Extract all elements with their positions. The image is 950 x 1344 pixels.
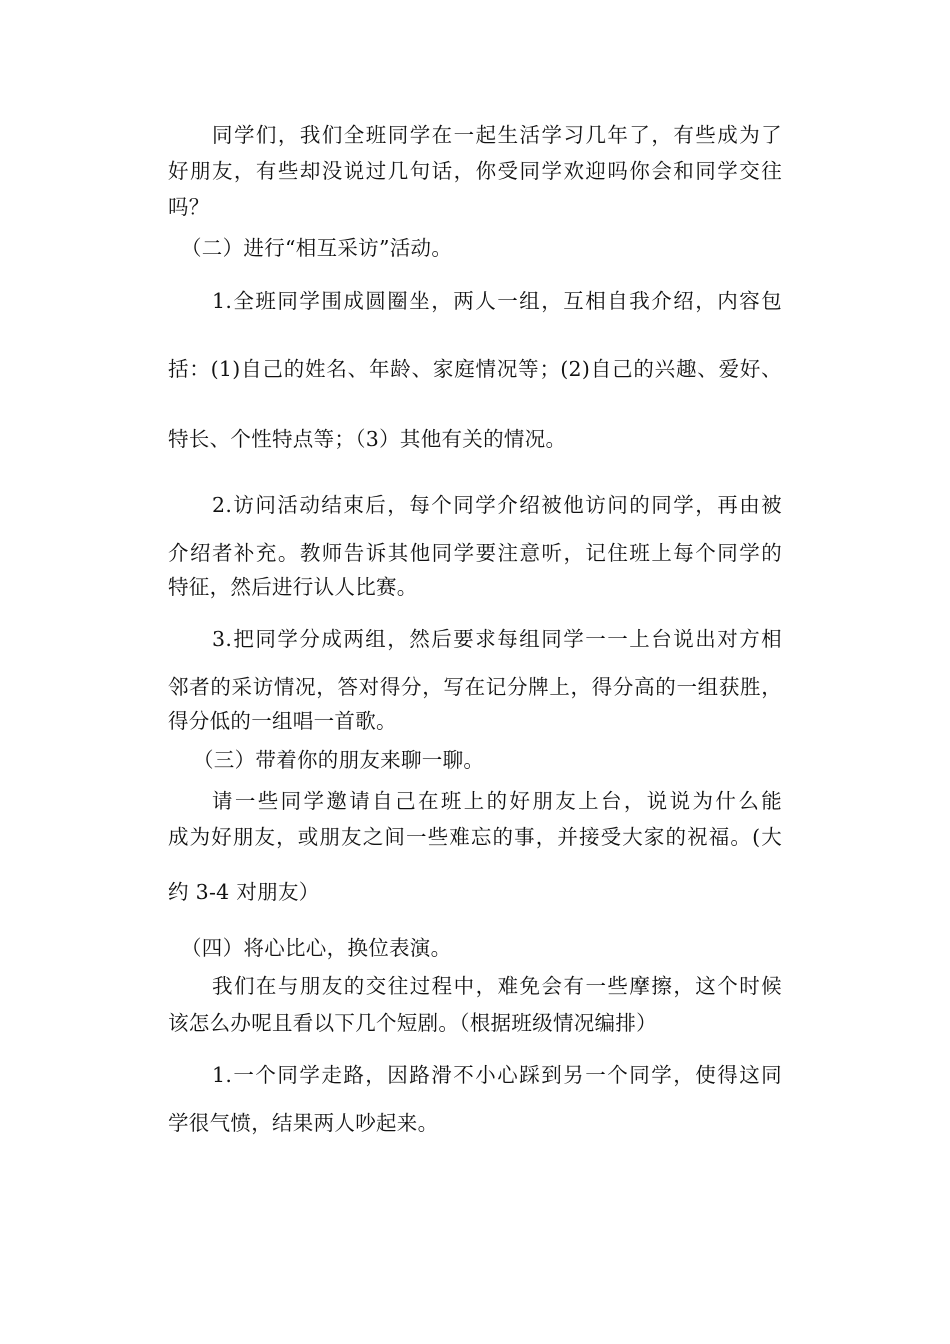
paragraph-intro-line-3: 吗？ [168, 195, 210, 219]
section-heading-3: （三）带着你的朋友来聊一聊。 [193, 748, 485, 772]
paragraph-intro-line-1: 同学们，我们全班同学在一起生活学习几年了，有些成为了 [212, 123, 782, 147]
paragraph-friends-line-3: 约 3-4 对朋友） [168, 880, 320, 904]
section-heading-4: （四）将心比心，换位表演。 [181, 936, 452, 960]
item-2-line-3: 特征，然后进行认人比赛。 [168, 575, 418, 599]
paragraph-intro-line-2: 好朋友，有些却没说过几句话，你受同学欢迎吗你会和同学交往 [168, 159, 782, 183]
item-3-line-1: 3.把同学分成两组，然后要求每组同学一一上台说出对方相 [212, 627, 782, 651]
paragraph-role-play-line-2: 该怎么办呢且看以下几个短剧。（根据班级情况编排） [168, 1011, 657, 1035]
item-2-line-1: 2.访问活动结束后，每个同学介绍被他访问的同学，再由被 [212, 493, 782, 517]
item-3-line-2: 邻者的采访情况，答对得分，写在记分牌上，得分高的一组获胜， [168, 675, 782, 699]
item-3-line-3: 得分低的一组唱一首歌。 [168, 709, 397, 733]
skit-1-line-1: 1.一个同学走路，因路滑不小心踩到另一个同学，使得这同 [212, 1063, 782, 1087]
section-heading-2: （二）进行“相互采访”活动。 [181, 236, 453, 260]
item-2-line-2: 介绍者补充。教师告诉其他同学要注意听，记住班上每个同学的 [168, 541, 782, 565]
item-1-line-1: 1.全班同学围成圆圈坐，两人一组，互相自我介绍，内容包 [212, 289, 782, 313]
paragraph-role-play-line-1: 我们在与朋友的交往过程中，难免会有一些摩擦，这个时候 [212, 974, 782, 998]
item-1-line-2: 括：(1)自己的姓名、年龄、家庭情况等；(2)自己的兴趣、爱好、 [168, 357, 782, 381]
item-1-line-3: 特长、个性特点等；（3）其他有关的情况。 [168, 427, 567, 451]
paragraph-friends-line-1: 请一些同学邀请自己在班上的好朋友上台，说说为什么能 [212, 789, 782, 813]
skit-1-line-2: 学很气愤，结果两人吵起来。 [168, 1111, 439, 1135]
paragraph-friends-line-2: 成为好朋友，或朋友之间一些难忘的事，并接受大家的祝福。(大 [168, 825, 782, 849]
